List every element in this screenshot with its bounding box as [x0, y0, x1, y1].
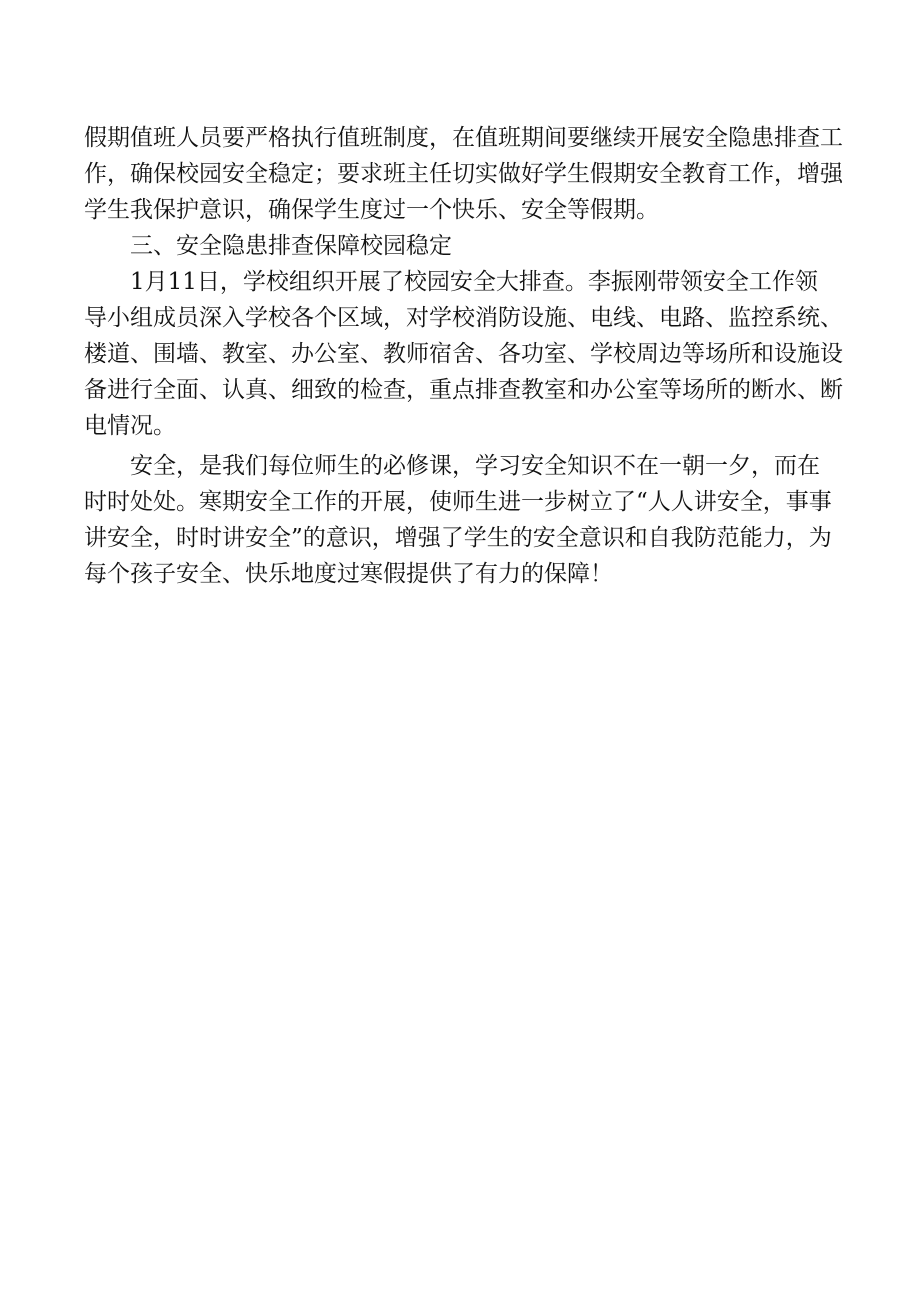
paragraph-line: 时时处处。寒期安全工作的开展，使师生进一步树立了“人人讲安全，事事	[84, 489, 832, 515]
paragraph-line: 导小组成员深入学校各个区域，对学校消防设施、电线、电路、监控系统、	[84, 305, 843, 331]
document-body	[84, 120, 852, 592]
paragraph-line: 讲安全，时时讲安全”的意识，增强了学生的安全意识和自我防范能力，为	[84, 525, 832, 551]
paragraph-line: 学生我保护意识，确保学生度过一个快乐、安全等假期。	[84, 197, 659, 223]
paragraph-line: 作，确保校园安全稳定；要求班主任切实做好学生假期安全教育工作，增强	[84, 161, 843, 187]
paragraph-safety-inspection	[84, 264, 852, 444]
paragraph-line: 假期值班人员要严格执行值班制度，在值班期间要继续开展安全隐患排查工	[84, 125, 843, 151]
paragraph-line: 备进行全面、认真、细致的检查，重点排查教室和办公室等场所的断水、断	[84, 377, 843, 403]
paragraph-conclusion	[84, 448, 852, 592]
paragraph-line: 安全，是我们每位师生的必修课，学习安全知识不在一朝一夕，而在	[130, 453, 820, 479]
paragraph-line: 楼道、围墙、教室、办公室、教师宿舍、各功室、学校周边等场所和设施设	[84, 341, 843, 367]
section-heading: 三、安全隐患排查保障校园稳定	[130, 233, 452, 259]
paragraph-line: 电情况。	[84, 413, 176, 439]
paragraph-line: 每个孩子安全、快乐地度过寒假提供了有力的保障！	[84, 561, 613, 587]
paragraph-line: 1月11日，学校组织开展了校园安全大排查。李振刚带领安全工作领	[130, 269, 818, 295]
paragraph-duty-schedule	[84, 120, 852, 228]
